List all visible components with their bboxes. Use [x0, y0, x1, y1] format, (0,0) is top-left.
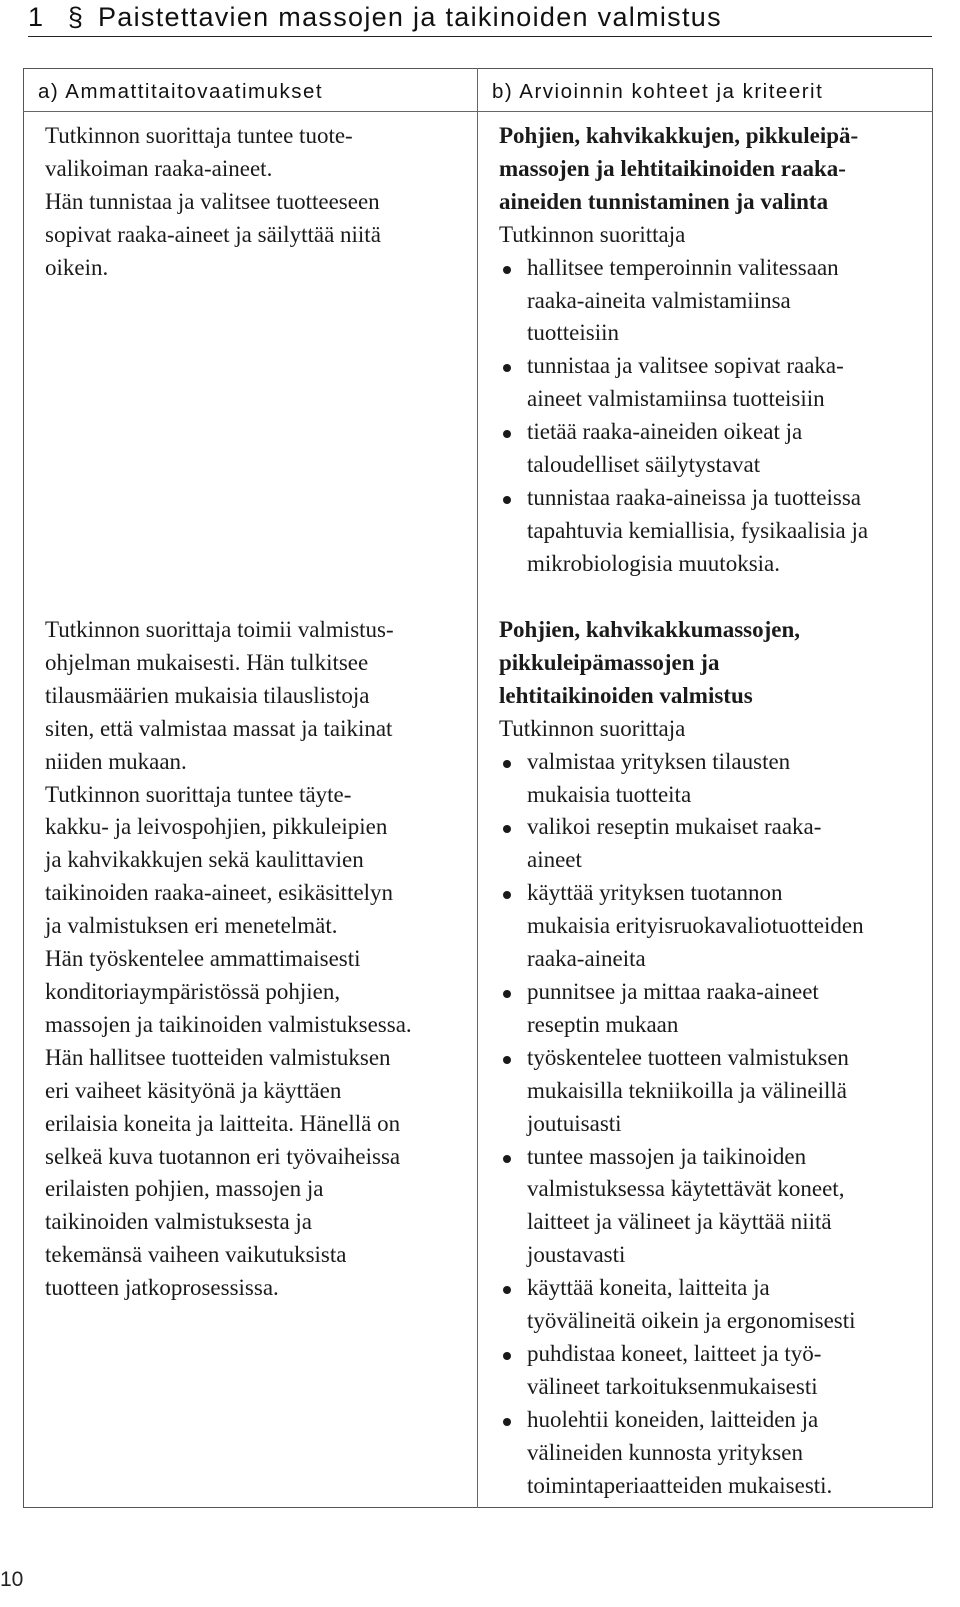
left-block-1: [45, 120, 381, 285]
section-symbol: §: [67, 2, 85, 32]
section-title-line: Pohjien, kahvikakkumassojen,: [499, 617, 800, 642]
text-line: tuotteen jatkoprosessissa.: [45, 1275, 279, 1301]
section-title-line: aineiden tunnistaminen ja valinta: [499, 188, 829, 214]
bullet-item: [499, 1404, 864, 1503]
text-line: aineet: [527, 847, 582, 873]
text-line: raaka-aineita valmistamiinsa: [527, 287, 791, 313]
text-line: tuotteisiin: [527, 320, 619, 346]
text-line: taloudelliset säilytystavat: [527, 452, 761, 478]
section-title-line: lehtitaikinoiden valmistus: [499, 682, 753, 708]
text-line: tuntee massojen ja taikinoiden: [527, 1143, 807, 1169]
heading-number: 1: [28, 2, 45, 32]
section-title-line: pikkuleipämassojen ja: [499, 649, 720, 675]
heading-title: Paistettavien massojen ja taikinoiden valmistus: [98, 2, 722, 32]
text-line: tietää raaka-aineiden oikeat ja: [527, 419, 803, 445]
text-line: työvälineitä oikein ja ergonomisesti: [527, 1308, 856, 1334]
text-line: joutuisasti: [527, 1110, 622, 1136]
text-line: valmistuksessa käytettävät koneet,: [527, 1176, 845, 1202]
text-line: käyttää yrityksen tuotannon: [527, 880, 783, 906]
text-line: tunnistaa raaka-aineissa ja tuotteissa: [527, 484, 862, 510]
page-heading: [28, 0, 932, 37]
text-line: oikein.: [45, 254, 109, 280]
bullet-icon: [503, 496, 511, 504]
text-line: ja valmistuksen eri menetelmät.: [45, 913, 338, 939]
text-line: tekemänsä vaiheen vaikutuksista: [45, 1242, 347, 1268]
column-header-a: a) Ammattitaitovaatimukset: [38, 80, 324, 103]
left-block-2: [45, 614, 412, 1305]
header-divider: [23, 111, 933, 112]
bullet-icon: [503, 990, 511, 998]
text-line: punnitsee ja mittaa raaka-aineet: [527, 978, 819, 1004]
text-line: erilaisia koneita ja laitteita. Hänellä on: [45, 1110, 401, 1136]
bullet-item: [499, 1141, 864, 1273]
bullet-item: [499, 1338, 864, 1404]
text-line: selkeä kuva tuotannon eri työvaiheissa: [45, 1143, 401, 1169]
text-line: konditoriaympäristössä pohjien,: [45, 978, 341, 1004]
text-line: Tutkinnon suorittaja tuntee tuote-: [45, 123, 353, 148]
text-line: hallitsee temperoinnin valitessaan: [527, 254, 839, 280]
text-line: laitteet ja välineet ja käyttää niitä: [527, 1209, 832, 1235]
text-line: valmistaa yrityksen tilausten: [527, 748, 791, 774]
right-section-1: [499, 120, 868, 581]
text-line: tapahtuvia kemiallisia, fysikaalisia ja: [527, 517, 869, 543]
text-line: erilaisten pohjien, massojen ja: [45, 1176, 324, 1202]
text-line: Hän tunnistaa ja valitsee tuotteeseen: [45, 188, 380, 214]
column-header-b: b) Arvioinnin kohteet ja kriteerit: [492, 80, 824, 103]
bullet-icon: [503, 364, 511, 372]
bullet-icon: [503, 1056, 511, 1064]
section-intro: Tutkinnon suorittaja: [499, 715, 686, 741]
text-line: mikrobiologisia muutoksia.: [527, 550, 780, 576]
text-line: ja kahvikakkujen sekä kaulittavien: [45, 847, 364, 873]
bullet-item: [499, 976, 864, 1042]
text-line: työskentelee tuotteen valmistuksen: [527, 1044, 849, 1070]
text-line: huolehtii koneiden, laitteiden ja: [527, 1406, 819, 1432]
bullet-icon: [503, 891, 511, 899]
text-line: sopivat raaka-aineet ja säilyttää niitä: [45, 221, 381, 247]
bullet-item: [499, 746, 864, 812]
text-line: käyttää koneita, laitteita ja: [527, 1275, 770, 1301]
bullet-icon: [503, 430, 511, 438]
text-line: toimintaperiaatteiden mukaisesti.: [527, 1472, 833, 1498]
text-line: taikinoiden valmistuksesta ja: [45, 1209, 313, 1235]
text-line: niiden mukaan.: [45, 748, 187, 774]
text-line: Tutkinnon suorittaja tuntee täyte-: [45, 781, 352, 807]
bullet-icon: [503, 1418, 511, 1426]
text-line: joustavasti: [527, 1242, 626, 1268]
right-section-2: [499, 614, 864, 1502]
text-line: puhdistaa koneet, laitteet ja työ-: [527, 1340, 822, 1366]
text-line: valikoi reseptin mukaiset raaka-: [527, 814, 822, 840]
section-title-line: Pohjien, kahvikakkujen, pikkuleipä-: [499, 123, 859, 148]
text-line: eri vaiheet käsityönä ja käyttäen: [45, 1077, 342, 1103]
bullet-item: [499, 877, 864, 976]
text-line: siten, että valmistaa massat ja taikinat: [45, 715, 393, 741]
text-line: Hän työskentelee ammattimaisesti: [45, 946, 361, 972]
bullet-item: [499, 350, 868, 416]
text-line: kakku- ja leivospohjien, pikkuleipien: [45, 814, 388, 840]
text-line: mukaisia erityisruokavaliotuotteiden: [527, 913, 864, 939]
section-title-line: massojen ja lehtitaikinoiden raaka-: [499, 155, 846, 181]
text-line: välineiden kunnosta yrityksen: [527, 1439, 803, 1465]
bullet-item: [499, 811, 864, 877]
text-line: aineet valmistamiinsa tuotteisiin: [527, 386, 825, 412]
text-line: tilausmäärien mukaisia tilauslistoja: [45, 682, 370, 708]
text-line: massojen ja taikinoiden valmistuksessa.: [45, 1011, 412, 1037]
bullet-icon: [503, 1286, 511, 1294]
bullet-item: [499, 416, 868, 482]
bullet-item: [499, 252, 868, 351]
text-line: tunnistaa ja valitsee sopivat raaka-: [527, 353, 844, 379]
text-line: Tutkinnon suorittaja toimii valmistus-: [45, 617, 394, 642]
bullet-icon: [503, 760, 511, 768]
text-line: taikinoiden raaka-aineet, esikäsittelyn: [45, 880, 394, 906]
bullet-item: [499, 1272, 864, 1338]
bullet-icon: [503, 266, 511, 274]
bullet-item: [499, 482, 868, 581]
text-line: raaka-aineita: [527, 946, 646, 972]
text-line: valikoiman raaka-aineet.: [45, 155, 273, 181]
text-line: välineet tarkoituksenmukaisesti: [527, 1373, 818, 1399]
bullet-icon: [503, 1352, 511, 1360]
text-line: Hän hallitsee tuotteiden valmistuksen: [45, 1044, 391, 1070]
text-line: reseptin mukaan: [527, 1011, 679, 1037]
column-divider: [477, 68, 478, 1508]
text-line: mukaisilla tekniikoilla ja välineillä: [527, 1077, 848, 1103]
bullet-icon: [503, 825, 511, 833]
section-intro: Tutkinnon suorittaja: [499, 221, 686, 247]
bullet-icon: [503, 1155, 511, 1163]
bullet-item: [499, 1042, 864, 1141]
text-line: ohjelman mukaisesti. Hän tulkitsee: [45, 649, 369, 675]
text-line: mukaisia tuotteita: [527, 781, 692, 807]
page-number: 10: [0, 1568, 24, 1591]
